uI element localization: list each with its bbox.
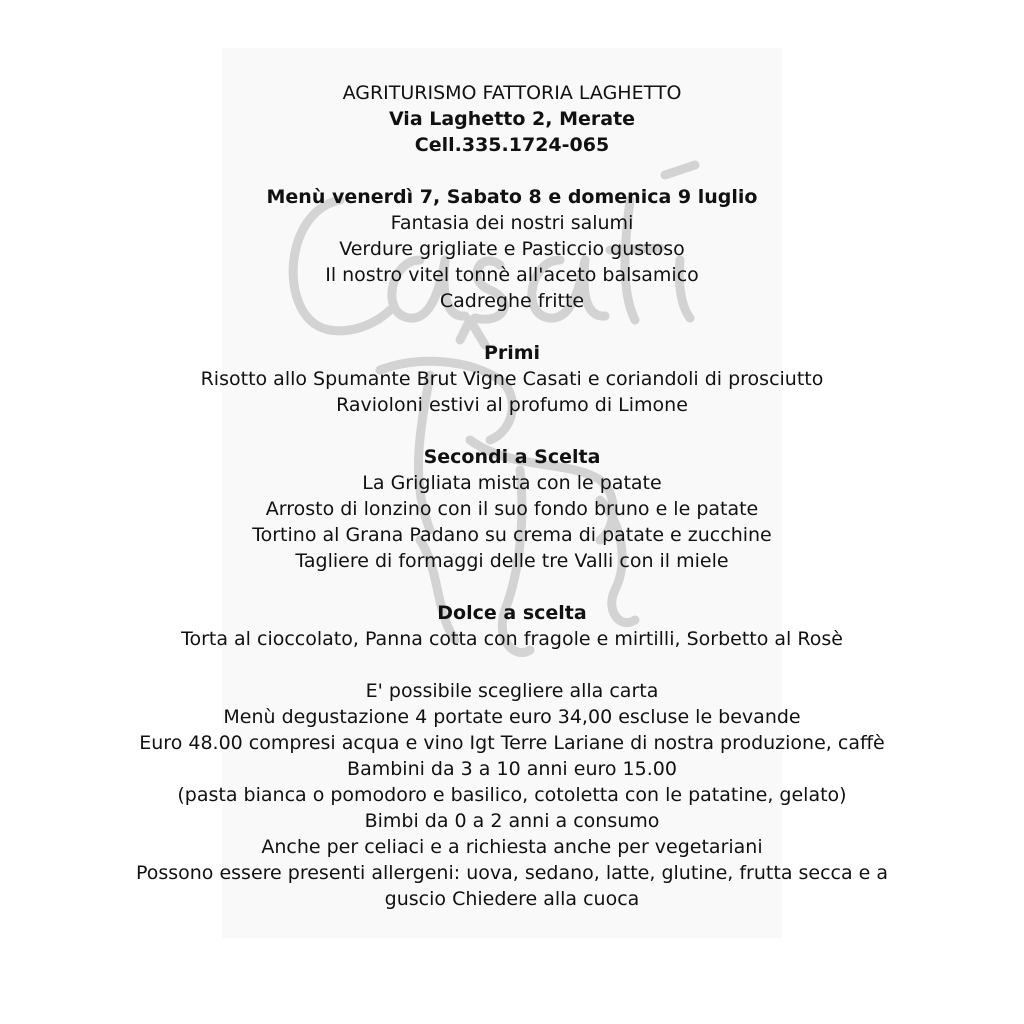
info-line: E' possibile scegliere alla carta <box>365 680 659 702</box>
antipasto-item: Cadreghe fritte <box>439 290 585 312</box>
antipasto-item: Verdure grigliate e Pasticcio gustoso <box>339 238 685 260</box>
dolce-item: Torta al cioccolato, Panna cotta con fragole e mirtilli, Sorbetto al Rosè <box>181 628 843 650</box>
antipasto-item: Il nostro vitel tonnè all'aceto balsamico <box>325 264 699 286</box>
secondo-item: Arrosto di lonzino con il suo fondo bruno e le patate <box>265 498 759 520</box>
secondi-heading: Secondi a Scelta <box>423 446 601 468</box>
info-line: guscio Chiedere alla cuoca <box>384 888 640 910</box>
primo-item: Ravioloni estivi al profumo di Limone <box>336 394 688 416</box>
farm-name: AGRITURISMO FATTORIA LAGHETTO <box>342 82 682 104</box>
secondo-item: Tortino al Grana Padano su crema di patate e zucchine <box>252 524 772 546</box>
menu-content <box>0 80 1024 912</box>
info-line: Possono essere presenti allergeni: uova, sedano, latte, glutine, frutta secca e a <box>135 862 889 884</box>
info-line: Anche per celiaci e a richiesta anche per vegetariani <box>261 836 763 858</box>
farm-address: Via Laghetto 2, Merate <box>388 108 636 130</box>
dolce-heading: Dolce a scelta <box>437 602 587 624</box>
menu-title: Menù venerdì 7, Sabato 8 e domenica 9 luglio <box>266 186 758 208</box>
antipasto-item: Fantasia dei nostri salumi <box>390 212 634 234</box>
primo-item: Risotto allo Spumante Brut Vigne Casati e coriandoli di prosciutto <box>200 368 824 390</box>
info-line: Bambini da 3 a 10 anni euro 15.00 <box>347 758 677 780</box>
info-line: (pasta bianca o pomodoro e basilico, cotoletta con le patatine, gelato) <box>177 784 847 806</box>
secondo-item: La Grigliata mista con le patate <box>362 472 662 494</box>
info-line: Menù degustazione 4 portate euro 34,00 escluse le bevande <box>223 706 801 728</box>
primi-heading: Primi <box>483 342 541 364</box>
info-line: Bimbi da 0 a 2 anni a consumo <box>364 810 660 832</box>
info-line: Euro 48.00 compresi acqua e vino Igt Terre Lariane di nostra produzione, caffè <box>139 732 885 754</box>
secondo-item: Tagliere di formaggi delle tre Valli con il miele <box>295 550 729 572</box>
farm-phone: Cell.335.1724-065 <box>414 134 610 156</box>
